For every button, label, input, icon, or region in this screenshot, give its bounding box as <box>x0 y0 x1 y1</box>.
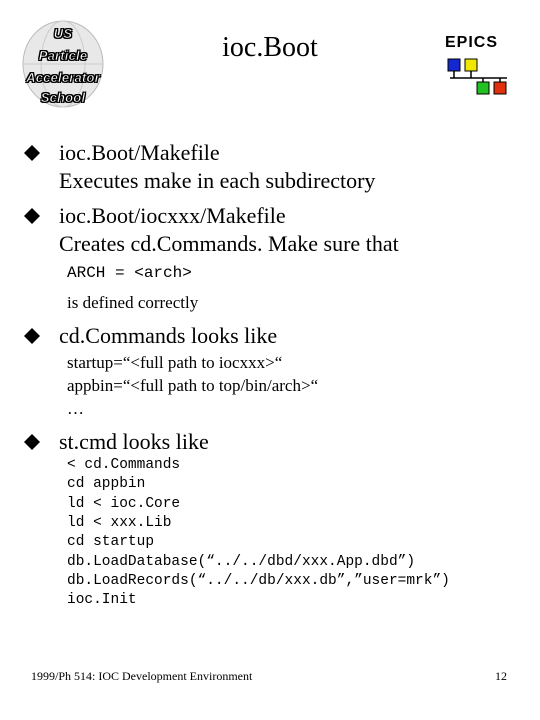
bullet-3-sub-1: startup=“<full path to iocxxx>“ <box>67 353 283 372</box>
epics-network-icon <box>445 34 515 98</box>
logo-line-3: Accelerator <box>26 70 100 85</box>
bullet-2-head: ioc.Boot/iocxxx/Makefile <box>59 203 286 228</box>
logo-line-4: School <box>40 90 86 105</box>
diamond-bullet-icon <box>24 434 40 450</box>
bullet-3-head: cd.Commands looks like <box>59 323 278 348</box>
diamond-bullet-icon <box>24 328 40 344</box>
logo-line-1: US <box>53 26 73 41</box>
bullet-3-sub-3: … <box>67 399 84 418</box>
bullet-1-head: ioc.Boot/Makefile <box>59 140 220 165</box>
code-line: db.LoadRecords(“../../db/xxx.db”,”user=mrk”) <box>67 573 450 589</box>
footer-text: 1999/Ph 514: IOC Development Environment <box>31 669 253 683</box>
diamond-bullet-icon <box>24 145 40 161</box>
bullet-2-note: is defined correctly <box>67 293 199 312</box>
code-line: < cd.Commands <box>67 457 181 473</box>
us-pas-logo <box>22 20 104 108</box>
epics-label: EPICS <box>445 34 499 51</box>
diamond-bullet-icon <box>24 208 40 224</box>
code-line: cd startup <box>67 534 155 550</box>
bullet-3-sub-2: appbin=“<full path to top/bin/arch>“ <box>67 376 319 395</box>
code-line: ld < ioc.Core <box>67 496 181 512</box>
code-line: ioc.Init <box>67 592 137 608</box>
bullet-2-code: ARCH = <arch> <box>67 264 192 282</box>
bullet-2-line: Creates cd.Commands. Make sure that <box>59 231 399 256</box>
code-line: ld < xxx.Lib <box>67 515 172 531</box>
logo-line-2: Particle <box>38 48 88 63</box>
bullet-1-line: Executes make in each subdirectory <box>59 168 376 193</box>
bullet-4-head: st.cmd looks like <box>59 429 209 454</box>
page-number: 12 <box>495 669 507 683</box>
epics-logo <box>445 34 515 98</box>
code-line: db.LoadDatabase(“../../dbd/xxx.App.dbd”) <box>67 554 416 570</box>
code-line: cd appbin <box>67 476 146 492</box>
slide-title: ioc.Boot <box>222 32 318 63</box>
